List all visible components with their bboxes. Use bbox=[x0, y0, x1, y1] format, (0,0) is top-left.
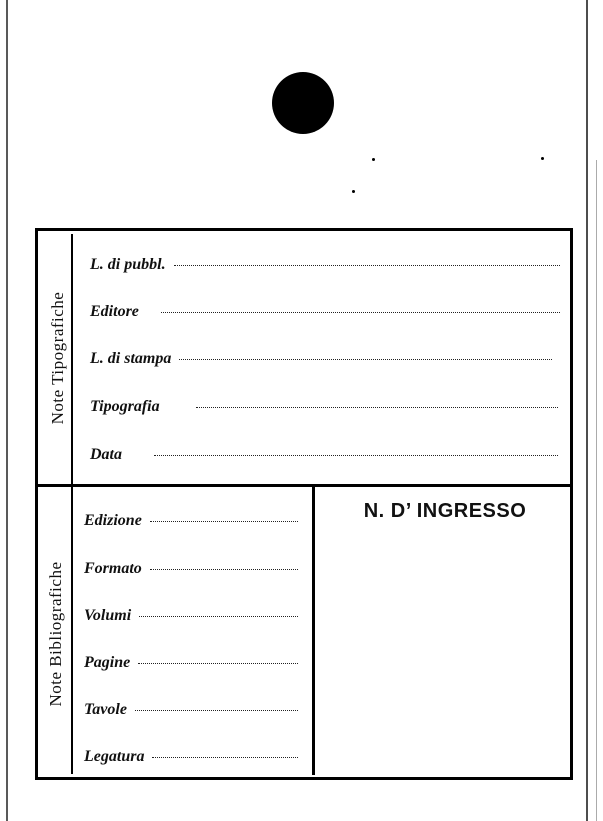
fill-line[interactable] bbox=[179, 358, 552, 360]
field-edizione[interactable] bbox=[84, 512, 298, 530]
field-label: Editore bbox=[90, 303, 139, 320]
section-divider bbox=[38, 484, 570, 487]
speck bbox=[372, 158, 375, 161]
fill-line[interactable] bbox=[150, 568, 298, 570]
field-label: Volumi bbox=[84, 607, 132, 624]
field-label: Formato bbox=[84, 560, 142, 577]
section-title-tipografiche-text: Note Tipografiche bbox=[48, 291, 67, 425]
fill-line[interactable] bbox=[154, 454, 558, 456]
field-formato[interactable] bbox=[84, 560, 298, 578]
field-tavole[interactable] bbox=[84, 701, 298, 719]
card-right-shadow bbox=[596, 160, 597, 821]
speck bbox=[541, 157, 544, 160]
fill-line[interactable] bbox=[138, 662, 298, 664]
card-right-edge bbox=[586, 0, 588, 821]
field-label: Pagine bbox=[84, 654, 131, 671]
speck bbox=[352, 190, 355, 193]
section-title-tipografiche bbox=[48, 240, 72, 476]
field-volumi[interactable] bbox=[84, 607, 298, 625]
fill-line[interactable] bbox=[135, 709, 298, 711]
punch-hole bbox=[272, 72, 334, 134]
section-title-bibliografiche bbox=[46, 504, 70, 764]
field-pagine[interactable] bbox=[84, 654, 298, 672]
field-label: L. di stampa bbox=[90, 350, 172, 367]
fill-line[interactable] bbox=[152, 756, 298, 758]
fill-line[interactable] bbox=[150, 520, 298, 522]
field-legatura[interactable] bbox=[84, 748, 298, 766]
field-editore[interactable] bbox=[90, 303, 560, 321]
field-label: Tipografia bbox=[90, 398, 160, 415]
field-label: L. di pubbl. bbox=[90, 256, 166, 273]
field-tipografia[interactable] bbox=[90, 398, 558, 416]
ingresso-divider bbox=[312, 487, 315, 775]
field-label: Tavole bbox=[84, 701, 127, 718]
field-luogo-stampa[interactable] bbox=[90, 350, 552, 368]
field-label: Legatura bbox=[84, 748, 145, 765]
fill-line[interactable] bbox=[174, 264, 560, 266]
field-label: Edizione bbox=[84, 512, 142, 529]
card-left-edge bbox=[6, 0, 8, 821]
fill-line[interactable] bbox=[161, 311, 560, 313]
field-luogo-pubblicazione[interactable] bbox=[90, 256, 560, 274]
fill-line[interactable] bbox=[139, 615, 298, 617]
section-title-bibliografiche-text: Note Bibliografiche bbox=[46, 561, 65, 707]
fill-line[interactable] bbox=[196, 406, 558, 408]
field-label: Data bbox=[90, 446, 122, 463]
numero-ingresso-label: N. D’ INGRESSO bbox=[363, 500, 527, 522]
field-data[interactable] bbox=[90, 446, 558, 464]
